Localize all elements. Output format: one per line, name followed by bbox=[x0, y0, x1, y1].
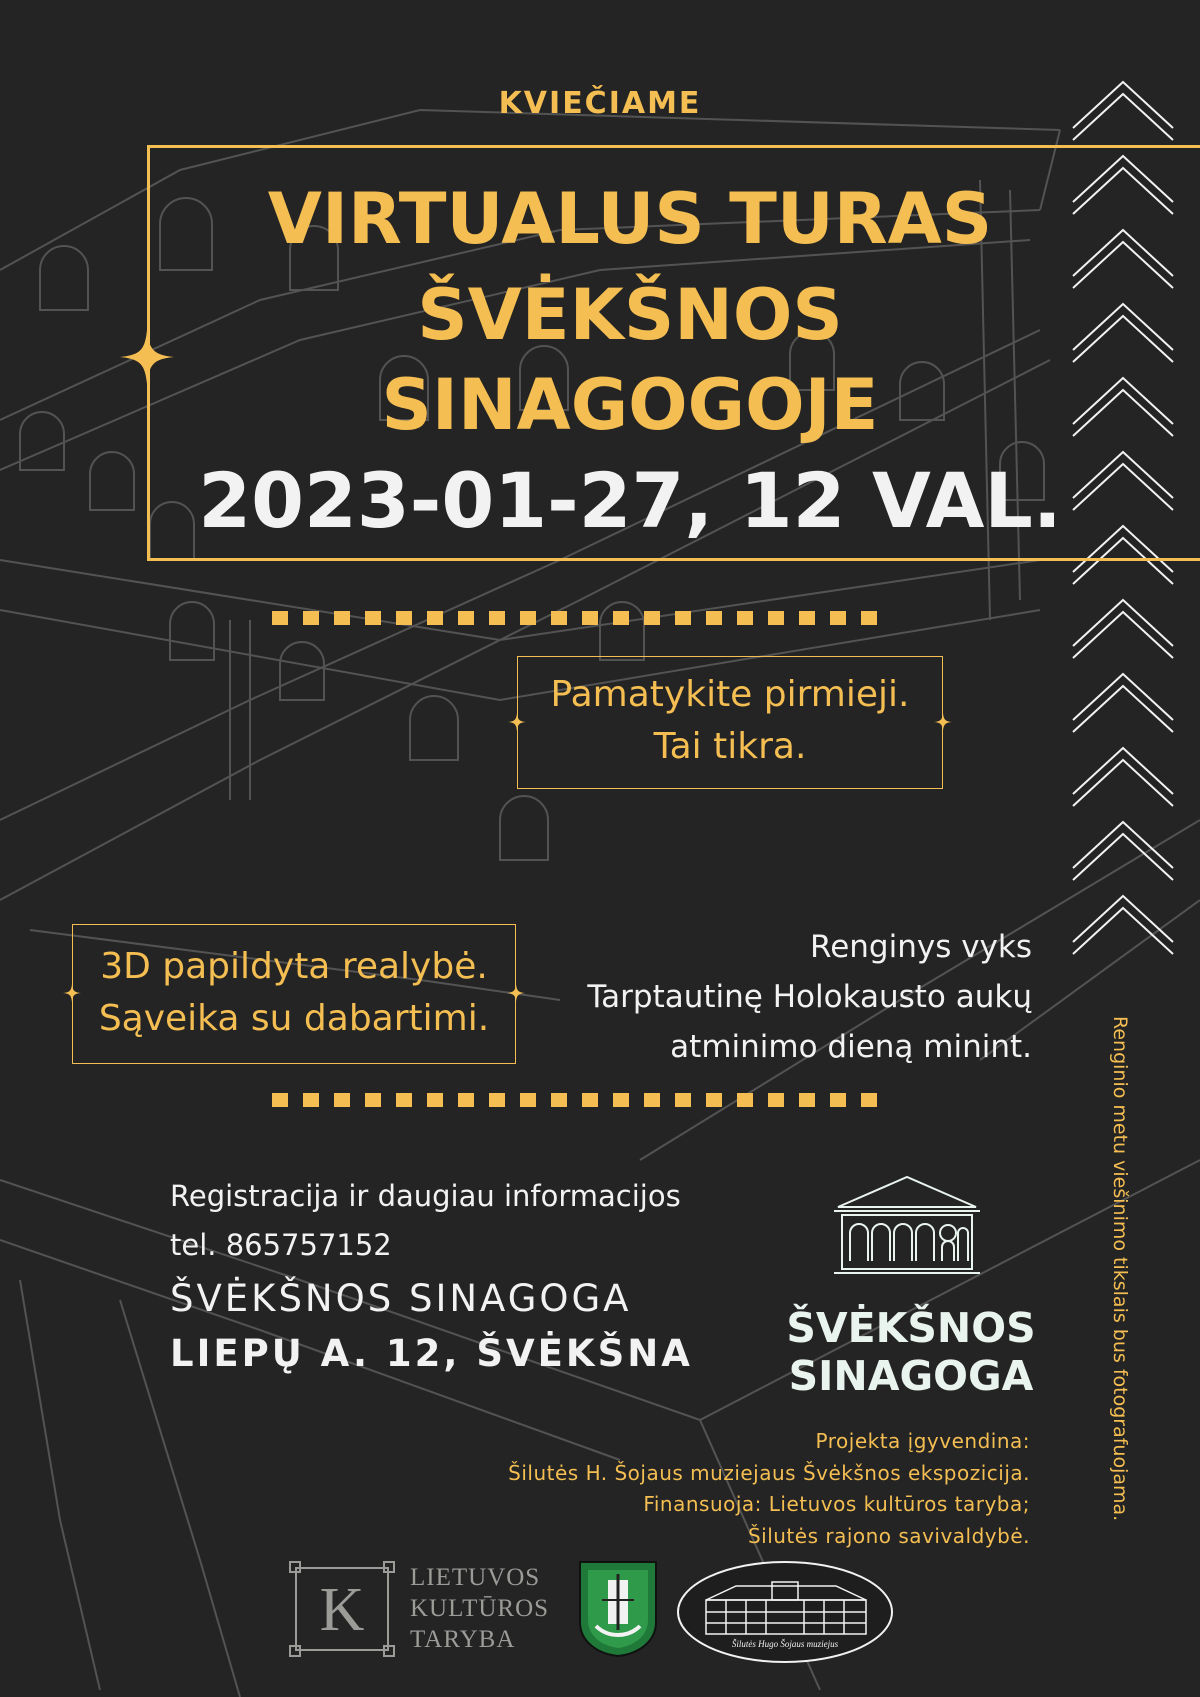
sparkle-icon bbox=[63, 984, 81, 1002]
chevron-up-icon bbox=[1073, 674, 1173, 732]
dotted-divider-top bbox=[272, 611, 912, 625]
invite-label: KVIEČIAME bbox=[498, 86, 702, 121]
sparkle-icon bbox=[508, 713, 526, 731]
chevron-up-icon bbox=[1073, 600, 1173, 658]
event-note-line-1: Renginys vyks bbox=[810, 929, 1032, 965]
project-info bbox=[380, 1426, 1030, 1552]
synagogue-logo-line-1: ŠVĖKŠNOS bbox=[786, 1304, 1036, 1352]
registration-phone: tel. 865757152 bbox=[170, 1228, 392, 1262]
event-note-line-2: Tarptautinę Holokausto aukų bbox=[587, 979, 1032, 1015]
museum-logo-caption: Šilutės Hugo Šojaus muziejus bbox=[731, 1639, 839, 1649]
registration-info bbox=[170, 1172, 770, 1270]
synagogue-building-icon bbox=[832, 1175, 982, 1275]
photo-notice bbox=[1105, 1016, 1135, 1606]
chevron-up-icon bbox=[1073, 82, 1173, 140]
chevron-up-icon bbox=[1073, 822, 1173, 880]
highlight-left-line-2: Sąveika su dabartimi. bbox=[98, 998, 490, 1039]
dotted-divider-bottom bbox=[272, 1093, 912, 1107]
title-line-1: VIRTUALUS TURAS bbox=[267, 178, 993, 260]
synagogue-logo-text bbox=[770, 1304, 1052, 1400]
project-info-line-4: Šilutės rajono savivaldybė. bbox=[747, 1523, 1030, 1548]
council-logo-frame bbox=[288, 1560, 396, 1658]
project-info-line-1: Projekta įgyvendina: bbox=[815, 1429, 1030, 1453]
venue-address: LIEPŲ A. 12, ŠVĖKŠNA bbox=[170, 1332, 693, 1375]
museum-building-icon bbox=[676, 1560, 894, 1664]
highlight-box-right bbox=[517, 656, 943, 789]
event-note-line-3: atminimo dieną minint. bbox=[670, 1029, 1032, 1065]
title-line-3: SINAGOGOJE bbox=[381, 364, 879, 446]
event-datetime: 2023-01-27, 12 VAL. bbox=[198, 456, 1062, 545]
highlight-right-line-1: Pamatykite pirmieji. bbox=[550, 674, 910, 715]
council-logo-line-2: KULTŪROS bbox=[410, 1595, 550, 1622]
council-logo-text bbox=[410, 1562, 570, 1655]
photo-notice-text: Renginio metu viešinimo tikslais bus fotografuojama. bbox=[1109, 1016, 1131, 1522]
venue-name: ŠVĖKŠNOS SINAGOGA bbox=[170, 1277, 632, 1320]
synagogue-logo-line-2: SINAGOGA bbox=[788, 1352, 1034, 1400]
highlight-box-left bbox=[72, 924, 516, 1064]
event-note bbox=[520, 922, 1032, 1072]
project-info-line-3: Finansuoja: Lietuvos kultūros taryba; bbox=[643, 1492, 1030, 1516]
highlight-right-line-2: Tai tikra. bbox=[653, 726, 807, 767]
registration-line: Registracija ir daugiau informacijos bbox=[170, 1179, 681, 1213]
council-logo-line-3: TARYBA bbox=[410, 1626, 516, 1653]
chevron-up-icon bbox=[1073, 896, 1173, 954]
council-logo-line-1: LIETUVOS bbox=[410, 1564, 541, 1591]
title-line-2: ŠVĖKŠNOS bbox=[417, 274, 843, 356]
coat-of-arms-icon bbox=[578, 1560, 658, 1658]
chevron-up-icon bbox=[1073, 748, 1173, 806]
highlight-left-line-1: 3D papildyta realybė. bbox=[100, 946, 488, 987]
council-logo-letter: K bbox=[319, 1576, 365, 1644]
project-info-line-2: Šilutės H. Šojaus muziejaus Švėkšnos ekspozicija. bbox=[508, 1460, 1030, 1485]
sparkle-icon bbox=[934, 713, 952, 731]
